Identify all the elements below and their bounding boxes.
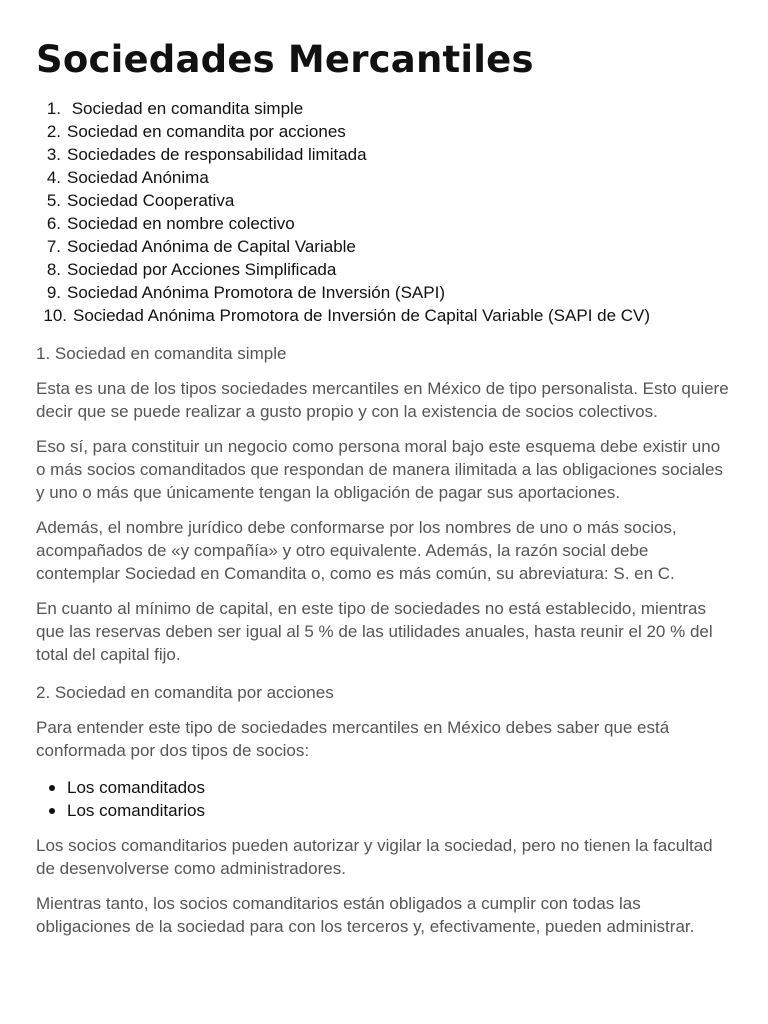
toc-item[interactable] bbox=[36, 235, 732, 258]
toc-label: Sociedad Anónima Promotora de Inversión (SAPI) bbox=[67, 283, 445, 302]
toc-item[interactable] bbox=[36, 120, 732, 143]
section-heading: 2. Sociedad en comandita por acciones bbox=[36, 683, 334, 702]
toc-label: Sociedades de responsabilidad limitada bbox=[67, 145, 367, 164]
paragraph: Los socios comanditarios pueden autorizar y vigilar la sociedad, pero no tienen la facultad de desenvolverse como administradores. bbox=[36, 836, 713, 878]
toc-number: 8. bbox=[46, 260, 61, 279]
paragraph: En cuanto al mínimo de capital, en este tipo de sociedades no está establecido, mientras que las reservas deben ser igual al 5 % de las utilidades anuales, hasta reunir el 20 % del total del capital fijo. bbox=[36, 599, 713, 664]
table-of-contents bbox=[36, 97, 732, 327]
page-title: Sociedades Mercantiles bbox=[36, 38, 534, 81]
toc-item[interactable] bbox=[36, 143, 732, 166]
toc-item[interactable] bbox=[36, 189, 732, 212]
toc-item[interactable] bbox=[36, 281, 732, 304]
toc-label: Sociedad por Acciones Simplificada bbox=[67, 260, 337, 279]
toc-item[interactable] bbox=[36, 166, 732, 189]
bullet-icon bbox=[36, 799, 67, 822]
list-item-label: Los comanditarios bbox=[67, 801, 205, 820]
paragraph: Eso sí, para constituir un negocio como persona moral bajo este esquema debe existir uno o más socios comanditados que respondan de manera ilimitada a las obligaciones sociales y uno o más que únicamente tengan la obligación de pagar sus aportaciones. bbox=[36, 437, 724, 502]
toc-item[interactable] bbox=[36, 304, 732, 327]
toc-number: 3. bbox=[46, 145, 61, 164]
toc-item[interactable] bbox=[36, 97, 732, 120]
toc-label: Sociedad Cooperativa bbox=[67, 191, 235, 210]
toc-label: Sociedad en comandita por acciones bbox=[67, 122, 346, 141]
list-item bbox=[36, 799, 732, 822]
paragraph: Esta es una de los tipos sociedades mercantiles en México de tipo personalista. Esto quiere decir que se puede realizar a gusto propio y con la existencia de socios colectivos. bbox=[36, 379, 729, 421]
toc-item[interactable] bbox=[36, 258, 732, 281]
toc-label: Sociedad Anónima bbox=[67, 168, 209, 187]
toc-number: 4. bbox=[46, 168, 61, 187]
toc-number: 1. bbox=[46, 99, 61, 118]
toc-label: Sociedad en nombre colectivo bbox=[67, 214, 295, 233]
toc-number: 5. bbox=[46, 191, 61, 210]
toc-item[interactable] bbox=[36, 212, 732, 235]
paragraph: Además, el nombre jurídico debe conformarse por los nombres de uno o más socios, acompañados de «y compañía» y otro equivalente. Además, la razón social debe contemplar Sociedad en Comandita o, como es más común, su abreviatura: S. en C. bbox=[36, 518, 677, 583]
toc-label: Sociedad Anónima de Capital Variable bbox=[67, 237, 356, 256]
toc-number: 6. bbox=[46, 214, 61, 233]
bullet-icon bbox=[36, 776, 67, 799]
toc-number: 7. bbox=[46, 237, 61, 256]
paragraph: Para entender este tipo de sociedades mercantiles en México debes saber que está conformada por dos tipos de socios: bbox=[36, 718, 670, 760]
toc-number: 10. bbox=[43, 306, 67, 325]
toc-label: Sociedad en comandita simple bbox=[67, 99, 304, 118]
bullet-list bbox=[36, 776, 732, 822]
toc-number: 2. bbox=[46, 122, 61, 141]
section-heading: 1. Sociedad en comandita simple bbox=[36, 344, 287, 363]
toc-label: Sociedad Anónima Promotora de Inversión de Capital Variable (SAPI de CV) bbox=[73, 306, 651, 325]
paragraph: Mientras tanto, los socios comanditarios están obligados a cumplir con todas las obligaciones de la sociedad para con los terceros y, efectivamente, pueden administrar. bbox=[36, 894, 695, 936]
list-item bbox=[36, 776, 732, 799]
list-item-label: Los comanditados bbox=[67, 778, 205, 797]
toc-number: 9. bbox=[46, 283, 61, 302]
